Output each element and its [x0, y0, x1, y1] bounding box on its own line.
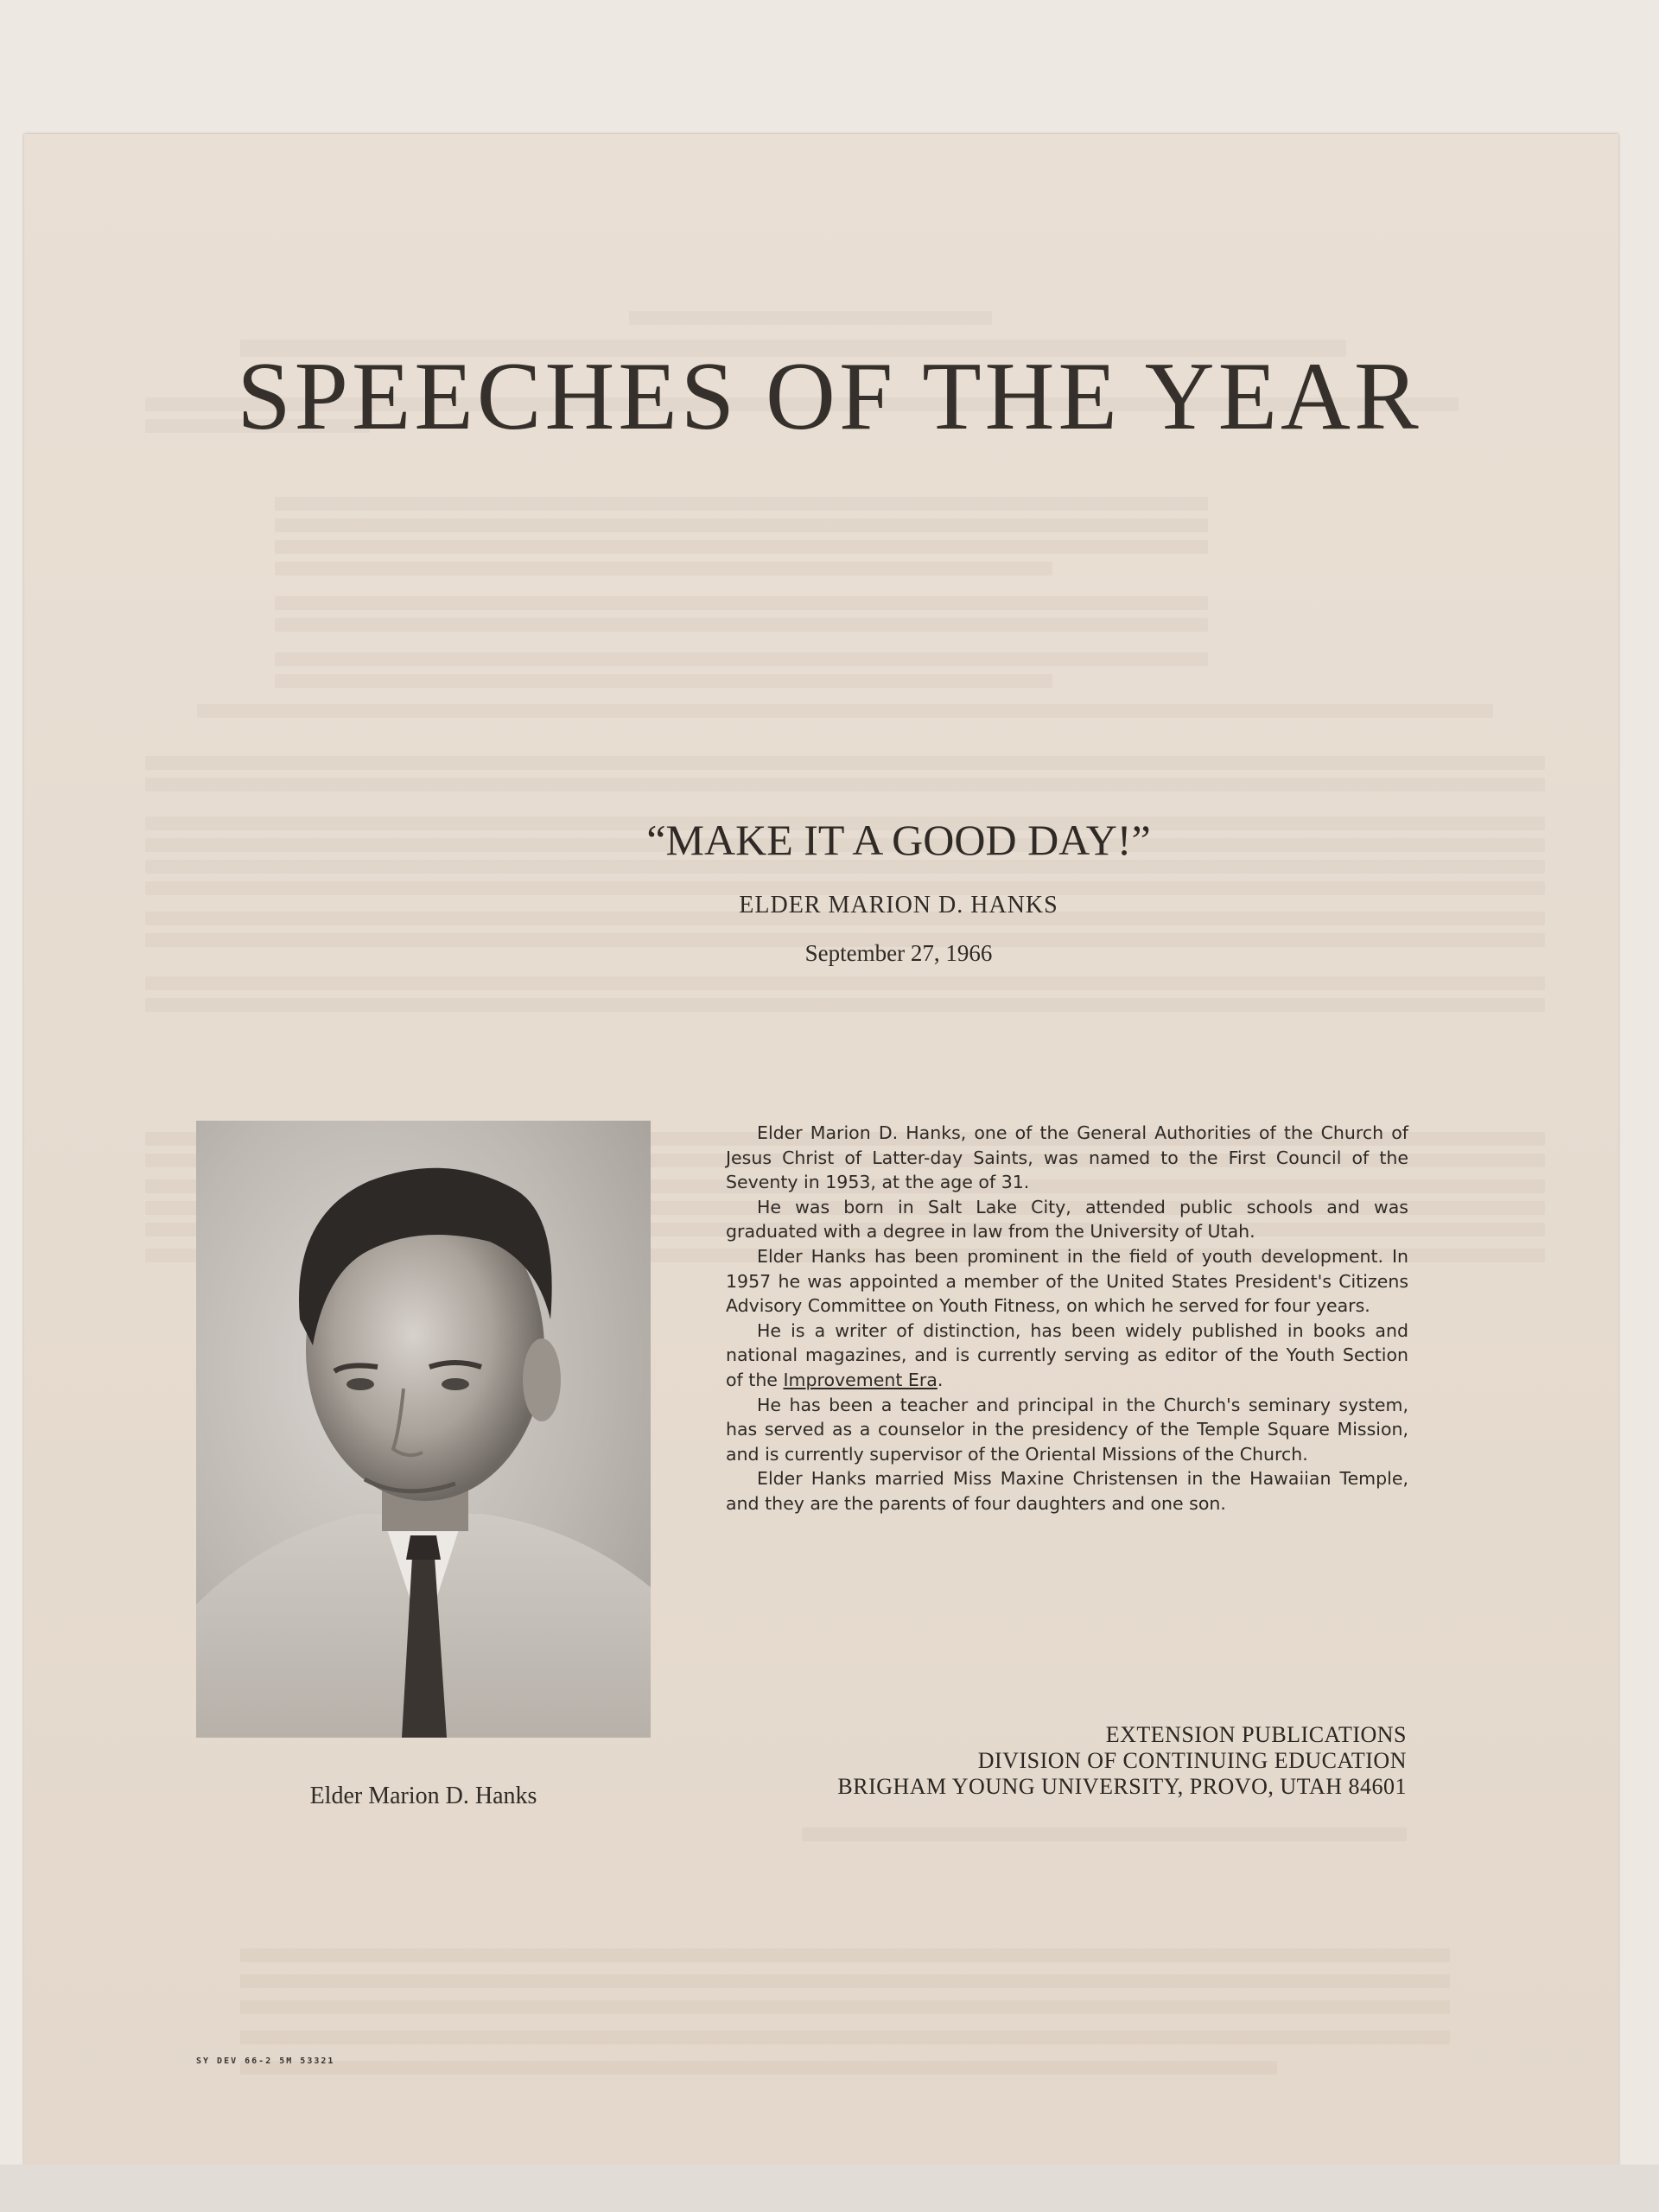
bio-paragraph: Elder Hanks has been prominent in the field of youth development. In 1957 he was appointed a member of the United States President's Citizens Advisory Committee on Youth Fitness, on which he served for four years.: [726, 1245, 1408, 1317]
speaker-biography: [726, 1121, 1408, 1516]
publisher-block: [691, 1722, 1407, 1800]
speaker-portrait-photo: [196, 1121, 651, 1738]
speech-date: September 27, 1966: [804, 940, 993, 966]
print-code: SY DEV 66-2 5M 53321: [196, 2056, 335, 2066]
publisher-line: EXTENSION PUBLICATIONS: [1105, 1722, 1407, 1747]
bio-paragraph: He was born in Salt Lake City, attended public schools and was graduated with a degree in law from the University of Utah.: [726, 1196, 1408, 1243]
publisher-line: BRIGHAM YOUNG UNIVERSITY, PROVO, UTAH 84601: [837, 1774, 1407, 1799]
bio-text: He is a writer of distinction, has been widely published in books and national magazines, and is currently serving as editor of the Youth Section of the: [726, 1319, 1408, 1390]
background-surface: [0, 2164, 1659, 2212]
bio-paragraph: [726, 1319, 1408, 1393]
magazine-title: Improvement Era: [783, 1369, 938, 1390]
photo-caption: Elder Marion D. Hanks: [309, 1783, 537, 1809]
bio-paragraph: Elder Marion D. Hanks, one of the General Authorities of the Church of Jesus Christ of Latter-day Saints, was named to the First Council of the Seventy in 1953, at the age of 31.: [726, 1122, 1408, 1193]
bio-text-end: .: [937, 1369, 944, 1390]
portrait-illustration: [196, 1121, 651, 1738]
bio-paragraph: He has been a teacher and principal in the Church's seminary system, has served as a counselor in the presidency of the Temple Square Mission, and is currently supervisor of the Oriental Missions of the Church.: [726, 1394, 1408, 1465]
bio-paragraph: Elder Hanks married Miss Maxine Christensen in the Hawaiian Temple, and they are the parents of four daughters and one son.: [726, 1468, 1408, 1514]
speech-title: “MAKE IT A GOOD DAY!”: [646, 816, 1151, 864]
speaker-name: ELDER MARION D. HANKS: [739, 892, 1058, 918]
publisher-line: DIVISION OF CONTINUING EDUCATION: [977, 1748, 1407, 1773]
masthead-title: SPEECHES OF THE YEAR: [237, 343, 1422, 450]
